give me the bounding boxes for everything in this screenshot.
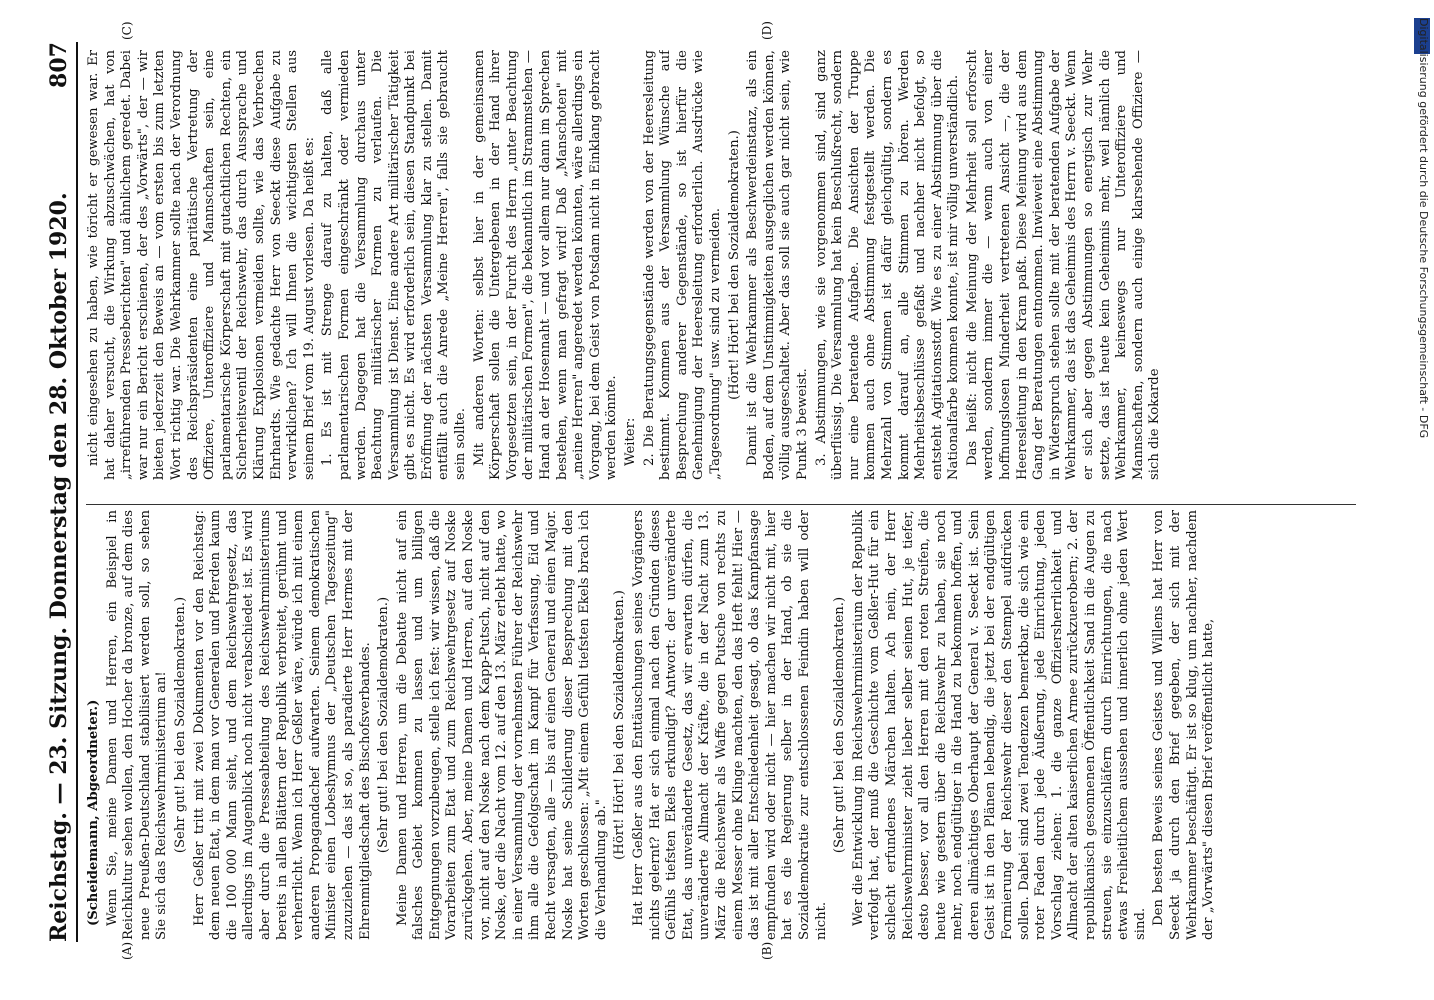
paragraph: Damit ist die Wehrkammer als Beschwerdeinstanz, als ein Boden, auf dem Unstimmigkeiten ausgeglichen werden können, völlig ausgeschaltet. Aber das soll sie auch gar nicht sein, wie Punkt 3 beweist. <box>745 50 810 480</box>
paragraph: 1. Es ist mit Strenge darauf zu halten, daß alle parlamentarischen Formen eingeschränkt oder vermieden werden. Dagegen hat die Versammlung durchaus unter Beachtung militärischer Formen zu verlaufen. Die Versammlung ist Dienst. Eine andere Art militärischer Tätigkeit gibt es nicht. Es wird erforderlich sein, diesen Standpunkt bei Eröffnung der nächsten Versammlung klar zu stellen. Damit entfällt auch die Anrede „Meine Herren", falls sie gebraucht sein sollte. <box>320 50 469 480</box>
dfg-sidebar <box>1412 8 1434 992</box>
column-divider <box>86 504 1356 505</box>
margin-mark-b: (B) <box>760 941 774 960</box>
margin-mark-c: (C) <box>120 21 134 40</box>
paragraph: Weiter: <box>623 417 638 466</box>
paragraph: 3. Abstimmungen, wie sie vorgenommen sind, sind ganz überflüssig. Die Versammlung hat kein Beschlußrecht, sondern nur eine beratende Aufgabe. Die Ansichten der Truppe kommen auch ohne Abstimmung festgestellt werden. Die Mehrzahl von Stimmen ist dafür gleichgültig, sondern es kommt darauf an, alle Stimmen zu hören. Werden Mehrheitsbeschlüsse gefaßt und nachher nicht befolgt, so entsteht Agitationsstoff. Wie es zu einer Abstimmung über die Nationalfarbe kommen konnte, ist mir völlig unverständlich. <box>813 50 962 480</box>
paragraph: Hat Herr Geßler aus den Enttäuschungen seines Vorgängers nichts gelernt? Hat er sich einmal nach den Gründen dieses Gefühls tiefsten Ekels erkundigt? Antwort: der unveränderte Etat, das unveränderte Gesetz, das wir erwarten dürfen, die unveränderte Allmacht der Kräfte, die in der Nacht zum 13. März die Reichswehr als Waffe gegen Putsche von rechts zu einem Messer ohne Klinge machten, den das Heft fehlt! Hier — das ist mit aller Entschiedenheit gesagt, ob das Kampfansage empfunden wird oder nicht — hier machen wir nicht mit, hier hat es die Regierung selber in der Hand, ob sie die Sozialdemokratie zur entschlossenen Feindin haben will oder nicht. <box>631 510 829 940</box>
paragraph: Mit anderen Worten: selbst hier in der gemeinsamen Körperschaft sollen die Untergebenen in der Hand ihrer Vorgesetzten sein, in der Furcht des Herrn „unter Beachtung der militärischen Formen", die bekanntlich im Strammstehen — Hand an der Hosennaht — und vor allem nur dann im Sprechen bestehen, wenn man gefragt wird! Daß „Manschoten" mit „meine Herren" angeredet werden könnten, wäre allerdings ein Vorgang, bei dem Geist von Potsdam nicht in Einklang gebracht werden könnte. <box>471 50 620 480</box>
paragraph: (Hört! Hört! bei den Sozialdemokraten.) <box>612 590 628 860</box>
right-text-column <box>86 50 1366 480</box>
paragraph: Den besten Beweis seines Geistes und Willens hat Herr von Seeckt ja durch den Brief gegeben, der sich mit der Wehrkammer beschäftigt. Er ist so klug, um nachher, nachdem der „Vorwärts" diesen Brief veröffentlicht hatte, <box>1151 510 1217 940</box>
paragraph: Wer die Entwicklung im Reichswehrministerium der Republik verfolgt hat, der muß die Geschichte vom Geßler-Hut für ein schlecht erfundenes Märchen halten. Ach nein, der Herr Reichswehrminister zieht lieber selber seinen Hut, je tiefer, desto besser, vor all den Herren mit den roten Streifen, die heute wie gestern über die Reichswehr zu haben, sie noch mehr, noch endgültiger in die Hand zu bekommen hoffen, und deren allmächtiges Oberhaupt der General v. Seeckt ist. Sein Geist ist in den Plänen lebendig, die jetzt bei der endgültigen Formierung der Reichswehr dieser den Stempel aufdrücken sollen. Dabei sind zwei Tendenzen bemerkbar, die sich wie ein roter Faden durch jede Äußerung, jede Einrichtung, jeden Vorschlag ziehen: 1. die ganze Offiziersherrlichkeit und Allmacht der alten kaiserlichen Armee zurückzuerobern; 2. der republikanisch gesonnenen Öffentlichkeit Sand in die Augen zu streuen, sie einzuschläfern durch Einrichtungen, die nach etwas Freiheitlichem aussehen und innerlich ohne jeden Wert sind. <box>850 510 1148 940</box>
paragraph: (Sehr gut! bei den Sozialdemokraten.) <box>376 596 392 854</box>
paragraph: 2. Die Beratungsgegenstände werden von der Heeresleitung bestimmt. Kommen aus der Versammlung Wünsche auf Besprechung anderer Gegenstände, so ist hierfür die Genehmigung der Heeresleitung erforderlich. Ausdrücke wie „Tagesordnung" usw. sind zu vermeiden. <box>641 50 723 480</box>
paragraph: (Scheidemann, Abgeordneter.) <box>86 699 101 926</box>
margin-mark-a: (A) <box>120 941 134 960</box>
dfg-note: Digitalisierung gefördert durch die Deutsche Forschungsgemeinschaft - DFG <box>1417 18 1430 439</box>
left-text-column <box>86 510 1366 940</box>
paragraph: Herr Geßler tritt mit zwei Dokumenten vor den Reichstag: dem neuen Etat, in dem man vor Generalen und Pferden kaum die 100 000 Mann sieht, und dem Reichswehrgesetz, das allerdings im Augenblick noch nicht verabschiedet ist. Es wird aber durch die Presseabteilung des Reichswehrministeriums bereits in allen Blättern der Republik verbreitet, gerühmt und verherrlicht. Wenn ich Herr Geßler wäre, würde ich mit einem anderen Propagandachef aufwarten. Seinem demokratischen Minister einen Lobeshymnus der „Deutschen Tageszeitung" zuzuziehen — das ist so, als paradierte Herr Hermes mit der Ehrenmitgliedschaft des Bischofsverbandes. <box>191 510 373 940</box>
paragraph: nicht eingesehen zu haben, wie töricht er gewesen war. Er hat daher versucht, die Wirkung abzuschwächen, hat von „irreführenden Presseberichten" und ähnlichem geredet. Dabei war nur ein Bericht erschienen, der des „Vorwärts", der — wir bieten jederzeit den Beweis an — vom ersten bis zum letzten Wort richtig war. Die Wehrkammer sollte nach der Verordnung des Reichspräsidenten eine paritätische Vertretung der Offiziere, Unteroffiziere und Mannschaften sein, eine parlamentarische Körperschaft mit gutachtlichen Rechten, ein Sicherheitsventil der Reichswehr, das durch Aussprache und Klärung Explosionen vermeiden sollte, wie das Verbrechen Ehrhardts. Wie gedachte Herr von Seeckt diese Aufgabe zu verwirklichen? Ich will Ihnen die wichtigsten Stellen aus seinem Brief vom 19. August vorlesen. Da heißt es: <box>86 50 317 480</box>
page-number: 807 <box>46 42 72 88</box>
paragraph: Meine Damen und Herren, um die Debatte nicht auf ein falsches Gebiet kommen zu lassen und um billigen Entgegnungen vorzubeugen, stelle ich fest: wir wissen, daß die Vorarbeiten zum Etat und zum Reichswehrgesetz auf Noske zurückgehen. Aber, meine Damen und Herren, auf den Noske vor, nicht auf den Noske nach dem Kapp-Putsch, nicht auf den Noske, der die Nacht vom 12. auf den 13. März erlebt hatte, wo in einer Versammlung der vornehmsten Führer der Reichswehr ihm alle die Gefolgschaft im Kampf für Verfassung, Eid und Recht versagten, alle — bis auf einen General und einen Major. Noske hat seine Schilderung dieser Besprechung mit den Worten geschlossen: „Mit einem Gefühl tiefsten Ekels brach ich die Verhandlung ab." <box>394 510 609 940</box>
paragraph: (Sehr gut! bei den Sozialdemokraten.) <box>832 596 848 854</box>
header-title: Reichstag. — 23. Sitzung. Donnerstag den 28. Oktober 1920. <box>46 192 72 942</box>
margin-mark-d: (D) <box>760 21 774 40</box>
paragraph: Wenn Sie, meine Damen und Herren, ein Beispiel in Reichkultur sehen wollen, den Hocher da bronze, auf dem dies neue Preußen-Deutschland stabilisiert werden soll, so sehen Sie sich das Reichswehrministerium an! <box>104 510 170 940</box>
paragraph: (Sehr gut! bei den Sozialdemokraten.) <box>172 596 188 854</box>
paragraph: (Hört! Hört! bei den Sozialdemokraten.) <box>726 130 742 400</box>
page-header <box>40 42 78 942</box>
paragraph: Das heißt: nicht die Meinung der Mehrheit soll erforscht werden, sondern immer die — wenn auch von einer hoffnungslosen Minderheit vertretenen Ansicht —, die der Heeresleitung in den Kram paßt. Diese Meinung wird aus dem Gang der Beratungen entnommen. Inwieweit eine Abstimmung in Widerspruch stehen sollte mit der beratenden Aufgabe der Wehrkammer, das ist das Geheimnis des Herrn v. Seeckt. Wenn er sich aber gegen Abstimmungen so energisch zur Wehr setzte, das ist heute kein Geheimnis mehr, weil nämlich die Wehrkammer, keineswegs nur Unteroffiziere und Mannschaften, sondern auch einige klarsehende Offiziere — sich die Kokarde <box>964 50 1163 480</box>
